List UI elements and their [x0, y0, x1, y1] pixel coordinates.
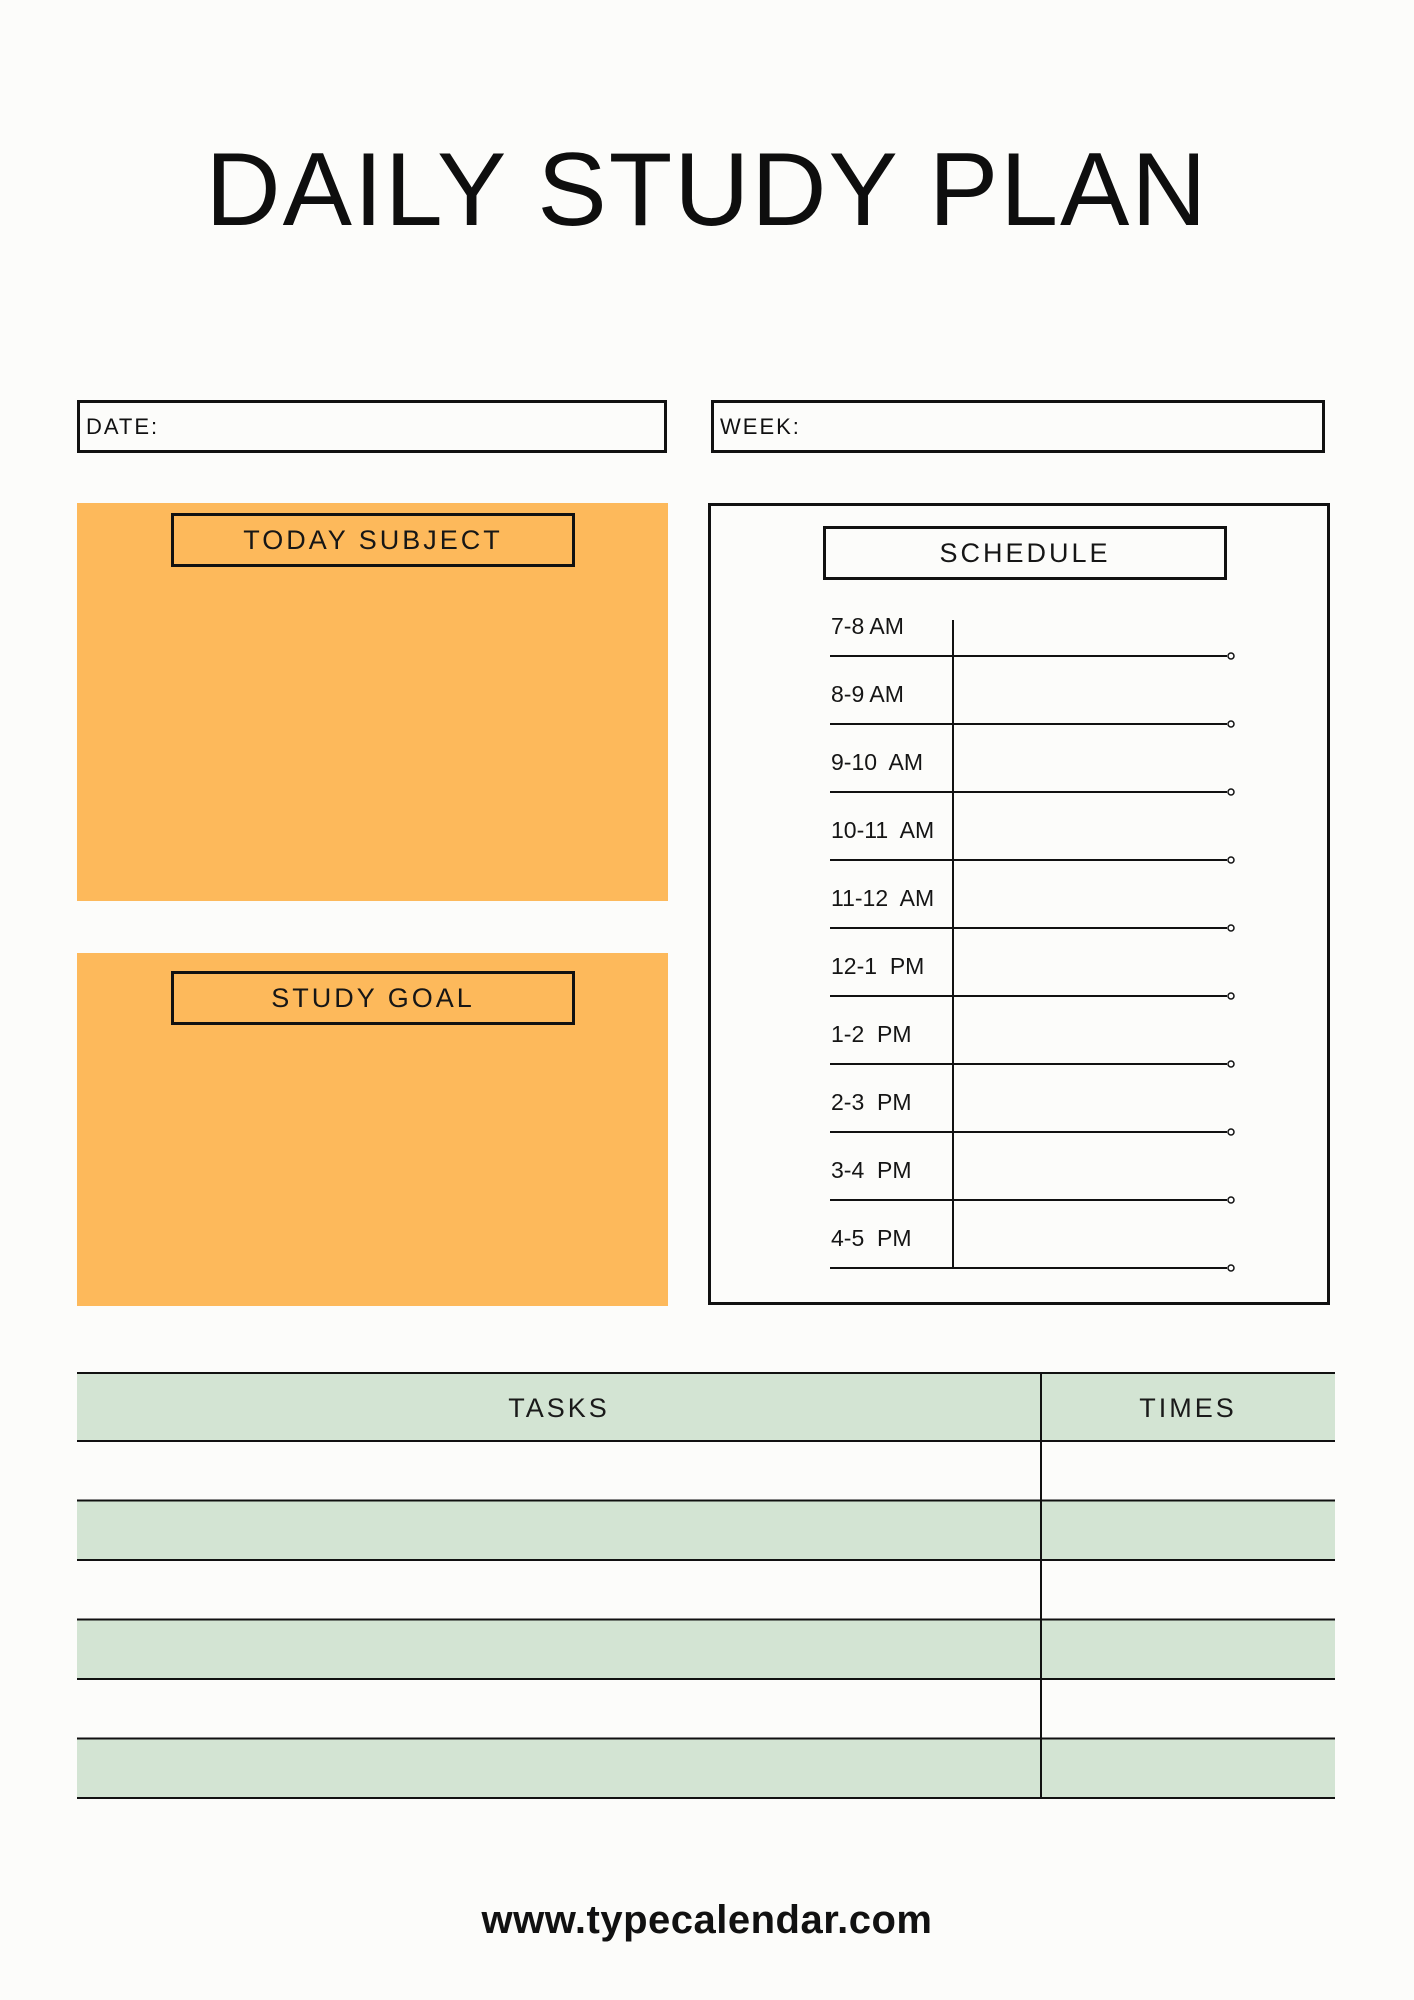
table-row	[77, 1620, 1335, 1680]
table-row	[77, 1501, 1335, 1561]
schedule-title: SCHEDULE	[823, 526, 1227, 580]
tasks-header: TASKS	[508, 1392, 610, 1423]
date-label: DATE:	[86, 413, 160, 439]
schedule-slot-label: 12-1 PM	[831, 953, 925, 979]
footer-url: www.typecalendar.com	[481, 1898, 933, 1942]
schedule-slot-label: 9-10 AM	[831, 749, 924, 775]
schedule-slot-label: 1-2 PM	[831, 1021, 912, 1047]
week-label: WEEK:	[720, 413, 801, 439]
schedule-slot-label: 2-3 PM	[831, 1089, 912, 1115]
schedule-slot-label: 10-11 AM	[831, 817, 935, 843]
page-title: DAILY STUDY PLAN	[205, 132, 1209, 248]
schedule-slot-label: 7-8 AM	[831, 613, 904, 639]
study-goal-label: STUDY GOAL	[171, 971, 575, 1025]
today-subject-label: TODAY SUBJECT	[171, 513, 575, 567]
schedule-slot-label: 8-9 AM	[831, 681, 904, 707]
times-header: TIMES	[1139, 1392, 1237, 1423]
table-row	[77, 1739, 1335, 1799]
schedule-slot-label: 11-12 AM	[831, 885, 935, 911]
schedule-slot-label: 3-4 PM	[831, 1157, 912, 1183]
schedule-slot-label: 4-5 PM	[831, 1225, 912, 1251]
